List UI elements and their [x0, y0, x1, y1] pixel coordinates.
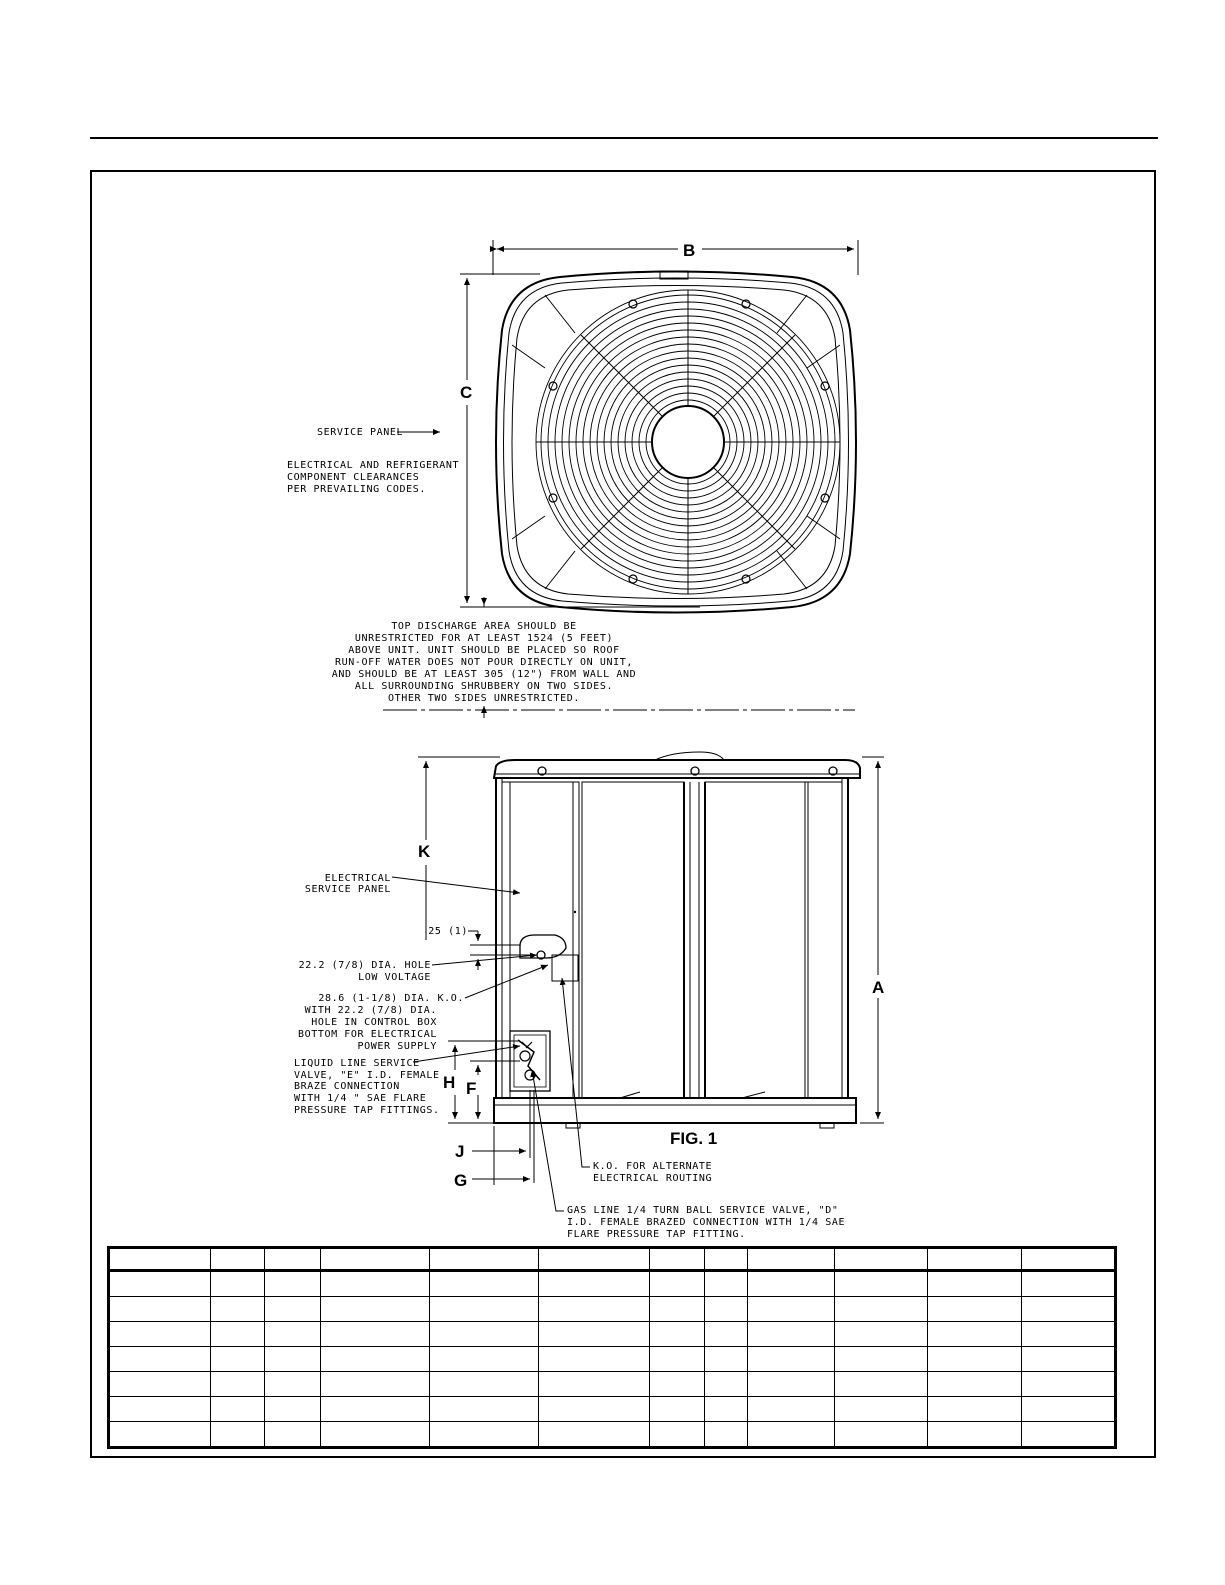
discharge-note-line-2: UNRESTRICTED FOR AT LEAST 1524 (5 FEET) [354, 633, 614, 644]
fan-guard-spokes [536, 290, 840, 594]
table-cell [320, 1422, 429, 1448]
dimension-table-body [109, 1248, 1116, 1448]
table-cell [320, 1397, 429, 1422]
table-cell [1021, 1271, 1115, 1297]
clearance-note-line-3: PER PREVAILING CODES. [287, 484, 427, 495]
table-cell [649, 1322, 704, 1347]
table-cell [649, 1347, 704, 1372]
table-cell [927, 1397, 1021, 1422]
table-row [109, 1422, 1116, 1448]
low-voltage-hole-line-2: LOW VOLTAGE [358, 972, 431, 983]
table-cell [834, 1248, 927, 1271]
table-cell [210, 1271, 264, 1297]
table-cell [539, 1297, 649, 1322]
table-row [109, 1397, 1116, 1422]
table-cell [649, 1248, 704, 1271]
table-cell [748, 1372, 835, 1397]
table-cell [649, 1397, 704, 1422]
table-cell [539, 1248, 649, 1271]
power-ko-line-5: POWER SUPPLY [357, 1041, 437, 1052]
table-cell [748, 1397, 835, 1422]
liquid-valve-line-4: WITH 1/4 " SAE FLARE [294, 1093, 427, 1104]
table-cell [430, 1397, 539, 1422]
table-cell [320, 1347, 429, 1372]
table-cell [649, 1271, 704, 1297]
table-cell [649, 1372, 704, 1397]
table-cell [430, 1271, 539, 1297]
table-cell [649, 1422, 704, 1448]
low-voltage-hole-line-1: 22.2 (7/8) DIA. HOLE [298, 960, 431, 971]
table-cell [748, 1322, 835, 1347]
table-cell [210, 1422, 264, 1448]
liquid-valve-line-2: VALVE, "E" I.D. FEMALE [294, 1070, 440, 1081]
table-cell [748, 1271, 835, 1297]
table-cell [320, 1297, 429, 1322]
table-cell [1021, 1248, 1115, 1271]
dim-h-label: H [443, 1073, 456, 1092]
power-ko-line-1: 28.6 (1-1/8) DIA. K.O. [318, 993, 464, 1004]
table-cell [1021, 1322, 1115, 1347]
table-cell [834, 1372, 927, 1397]
dim-c-label: C [460, 383, 473, 402]
liquid-valve-line-5: PRESSURE TAP FITTINGS. [294, 1105, 440, 1116]
table-cell [927, 1322, 1021, 1347]
electrical-panel-line-1: ELECTRICAL [324, 873, 391, 884]
table-cell [704, 1297, 747, 1322]
table-cell [748, 1347, 835, 1372]
dim-k-label: K [418, 842, 431, 861]
table-cell [1021, 1422, 1115, 1448]
discharge-note-line-4: RUN-OFF WATER DOES NOT POUR DIRECTLY ON UNIT, [335, 657, 633, 668]
table-cell [210, 1372, 264, 1397]
dim-f-label: F [466, 1079, 477, 1098]
electrical-panel-line-2: SERVICE PANEL [304, 884, 391, 895]
table-cell [539, 1271, 649, 1297]
table-cell [109, 1248, 211, 1271]
table-cell [109, 1297, 211, 1322]
table-cell [264, 1271, 320, 1297]
table-cell [264, 1297, 320, 1322]
table-cell [539, 1322, 649, 1347]
table-cell [704, 1347, 747, 1372]
discharge-note-line-6: ALL SURROUNDING SHRUBBERY ON TWO SIDES. [354, 681, 614, 692]
table-cell [834, 1397, 927, 1422]
table-cell [834, 1422, 927, 1448]
table-cell [264, 1372, 320, 1397]
table-cell [539, 1397, 649, 1422]
table-cell [430, 1372, 539, 1397]
table-cell [264, 1347, 320, 1372]
table-cell [109, 1397, 211, 1422]
liquid-valve-line-3: BRAZE CONNECTION [294, 1081, 400, 1092]
figure-label: FIG. 1 [670, 1129, 718, 1148]
table-cell [539, 1347, 649, 1372]
dim-25-label: 25 (1) [428, 926, 468, 937]
table-cell [704, 1322, 747, 1347]
table-cell [834, 1271, 927, 1297]
service-panel-label: SERVICE PANEL [317, 427, 404, 438]
liquid-valve-line-1: LIQUID LINE SERVICE [294, 1058, 420, 1069]
table-cell [320, 1248, 429, 1271]
clearance-note-line-1: ELECTRICAL AND REFRIGERANT [287, 460, 460, 471]
table-cell [927, 1248, 1021, 1271]
table-row [109, 1372, 1116, 1397]
table-cell [1021, 1372, 1115, 1397]
table-cell [430, 1422, 539, 1448]
table-cell [109, 1347, 211, 1372]
table-row [109, 1248, 1116, 1271]
table-cell [704, 1397, 747, 1422]
table-cell [748, 1422, 835, 1448]
table-cell [927, 1422, 1021, 1448]
table-cell [430, 1297, 539, 1322]
table-cell [210, 1248, 264, 1271]
table-cell [927, 1347, 1021, 1372]
table-cell [320, 1322, 429, 1347]
table-cell [264, 1322, 320, 1347]
table-cell [539, 1422, 649, 1448]
table-cell [320, 1271, 429, 1297]
alt-routing-line-2: ELECTRICAL ROUTING [593, 1173, 713, 1184]
dim-a-label: A [872, 978, 885, 997]
dim-g-label: G [454, 1171, 468, 1190]
table-row [109, 1271, 1116, 1297]
table-cell [430, 1322, 539, 1347]
table-cell [109, 1271, 211, 1297]
table-cell [539, 1372, 649, 1397]
table-cell [430, 1248, 539, 1271]
table-cell [704, 1248, 747, 1271]
power-ko-line-3: HOLE IN CONTROL BOX [311, 1017, 437, 1028]
table-cell [210, 1347, 264, 1372]
table-cell [1021, 1347, 1115, 1372]
discharge-note-line-5: AND SHOULD BE AT LEAST 305 (12") FROM WALL AND [331, 669, 637, 680]
table-row [109, 1322, 1116, 1347]
table-cell [264, 1248, 320, 1271]
clearance-note-line-2: COMPONENT CLEARANCES [287, 472, 420, 483]
table-cell [927, 1297, 1021, 1322]
table-cell [927, 1271, 1021, 1297]
alt-routing-line-1: K.O. FOR ALTERNATE [593, 1161, 713, 1172]
table-cell [649, 1297, 704, 1322]
discharge-note-line-3: ABOVE UNIT. UNIT SHOULD BE PLACED SO ROOF [348, 645, 620, 656]
power-ko-line-4: BOTTOM FOR ELECTRICAL [297, 1029, 437, 1040]
table-cell [320, 1372, 429, 1397]
table-cell [210, 1397, 264, 1422]
table-cell [109, 1322, 211, 1347]
table-cell [834, 1322, 927, 1347]
table-row [109, 1297, 1116, 1322]
table-cell [1021, 1397, 1115, 1422]
discharge-note-line-1: TOP DISCHARGE AREA SHOULD BE [391, 621, 577, 632]
table-cell [704, 1372, 747, 1397]
dim-j-label: J [455, 1142, 465, 1161]
discharge-note-line-7: OTHER TWO SIDES UNRESTRICTED. [388, 693, 580, 704]
dim-b-label: B [683, 241, 696, 260]
table-cell [927, 1372, 1021, 1397]
table-cell [834, 1297, 927, 1322]
table-cell [748, 1248, 835, 1271]
table-cell [109, 1422, 211, 1448]
gas-valve-line-2: I.D. FEMALE BRAZED CONNECTION WITH 1/4 SAE [567, 1217, 846, 1228]
table-cell [748, 1297, 835, 1322]
power-ko-line-2: WITH 22.2 (7/8) DIA. [304, 1005, 437, 1016]
table-cell [430, 1347, 539, 1372]
table-cell [704, 1271, 747, 1297]
table-row [109, 1347, 1116, 1372]
table-cell [264, 1397, 320, 1422]
table-cell [109, 1372, 211, 1397]
gas-valve-line-3: FLARE PRESSURE TAP FITTING. [567, 1229, 746, 1240]
table-cell [210, 1297, 264, 1322]
table-cell [210, 1322, 264, 1347]
table-cell [264, 1422, 320, 1448]
table-cell [834, 1347, 927, 1372]
dimension-table [107, 1246, 1117, 1449]
table-cell [704, 1422, 747, 1448]
gas-valve-line-1: GAS LINE 1/4 TURN BALL SERVICE VALVE, "D" [567, 1205, 839, 1216]
front-view [392, 752, 884, 1211]
table-cell [1021, 1297, 1115, 1322]
